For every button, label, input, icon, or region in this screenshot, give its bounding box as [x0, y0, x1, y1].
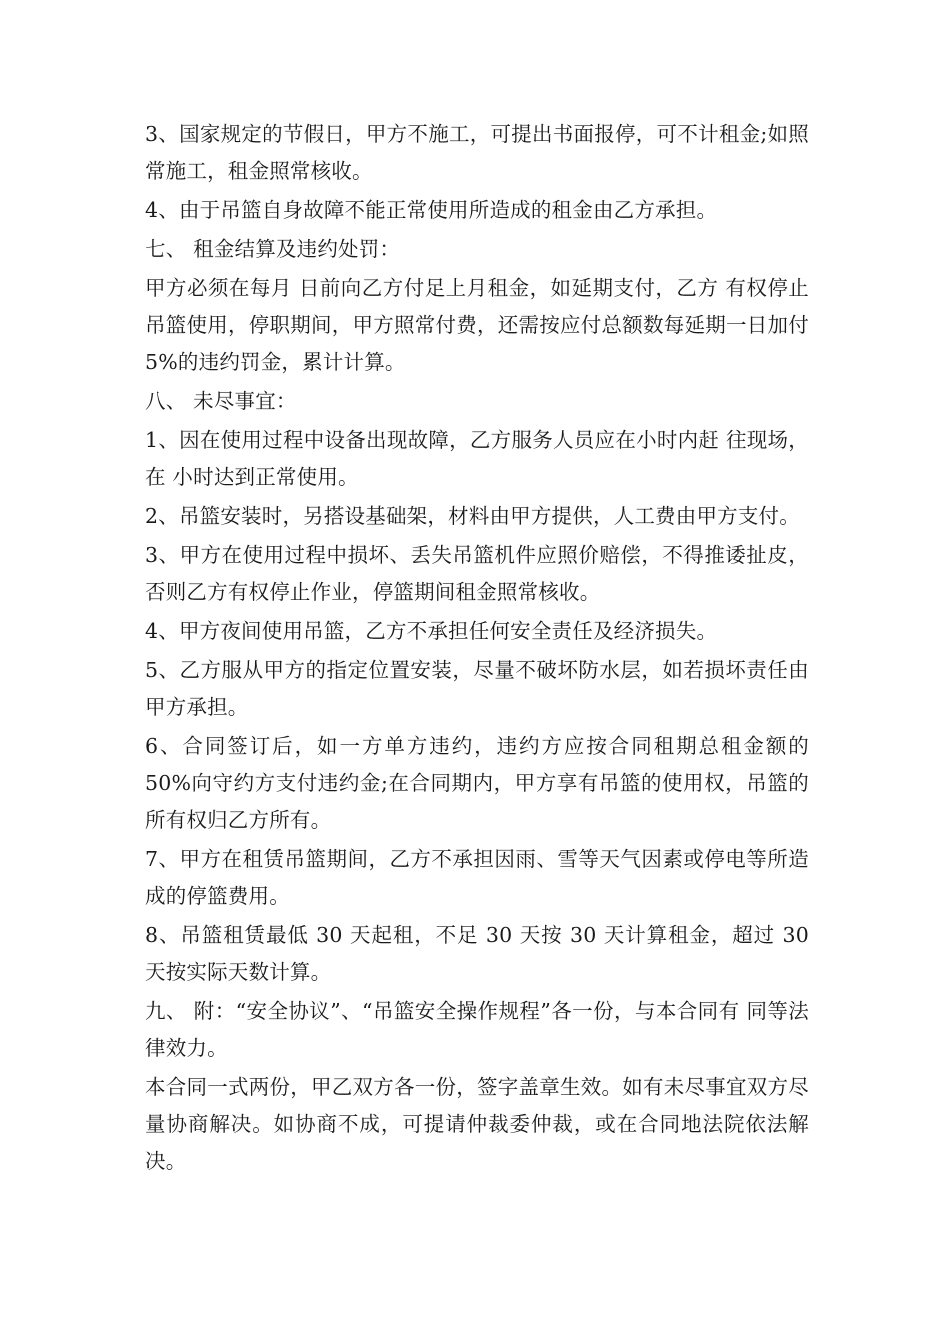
paragraph-fault-rent: 4、由于吊篮自身故障不能正常使用所造成的租金由乙方承担。 — [145, 198, 718, 222]
document-body — [145, 116, 809, 1182]
paragraph-misc-6: 6、合同签订后，如一方单方违约，违约方应按合同租期总租金额的 50%向守约方支付违约金;在合同期内，甲方享有吊篮的使用权，吊篮的所有权归乙方所有。 — [145, 734, 809, 832]
paragraph-misc-1: 1、因在使用过程中设备出现故障，乙方服务人员应在小时内赶 往现场，在 小时达到正常使用。 — [145, 428, 809, 489]
paragraph-payment-terms: 甲方必须在每月 日前向乙方付足上月租金，如延期支付，乙方 有权停止吊篮使用，停职期间，甲方照常付费，还需按应付总额数每延期一日加付 5%的违约罚金，累计计算。 — [145, 276, 809, 374]
paragraph-misc-3: 3、甲方在使用过程中损坏、丢失吊篮机件应照价赔偿，不得推诿扯皮，否则乙方有权停止作业，停篮期间租金照常核收。 — [145, 543, 809, 604]
section-heading-settlement: 七、 租金结算及违约处罚： — [145, 237, 401, 261]
section-heading-misc: 八、 未尽事宜： — [145, 389, 297, 413]
paragraph-closing: 本合同一式两份，甲乙双方各一份，签字盖章生效。如有未尽事宜双方尽量协商解决。如协商不成，可提请仲裁委仲裁，或在合同地法院依法解决。 — [145, 1075, 809, 1173]
paragraph-misc-8: 8、吊篮租赁最低 30 天起租，不足 30 天按 30 天计算租金，超过 30 天按实际天数计算。 — [145, 923, 809, 984]
paragraph-misc-2: 2、吊篮安装时，另搭设基础架，材料由甲方提供，人工费由甲方支付。 — [145, 504, 800, 528]
paragraph-misc-4: 4、甲方夜间使用吊篮，乙方不承担任何安全责任及经济损失。 — [145, 619, 718, 643]
paragraph-holiday-rent: 3、国家规定的节假日，甲方不施工，可提出书面报停，可不计租金;如照常施工，租金照常核收。 — [145, 122, 809, 183]
paragraph-misc-5: 5、乙方服从甲方的指定位置安装，尽量不破坏防水层，如若损坏责任由甲方承担。 — [145, 658, 809, 719]
section-heading-attachments: 九、 附：“安全协议”、“吊篮安全操作规程”各一份，与本合同有 同等法律效力。 — [145, 999, 809, 1060]
paragraph-misc-7: 7、甲方在租赁吊篮期间，乙方不承担因雨、雪等天气因素或停电等所造成的停篮费用。 — [145, 847, 809, 908]
